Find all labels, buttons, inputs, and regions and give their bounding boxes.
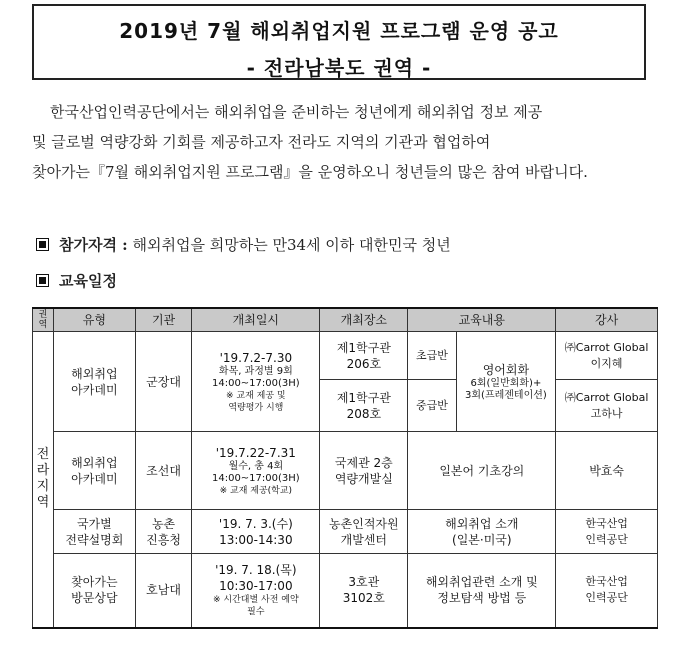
level-cell: 초급반	[408, 332, 456, 380]
eligibility-label: 참가자격 :	[59, 236, 128, 254]
header-content: 교육내용	[408, 308, 556, 332]
lecturer-cell: 한국산업 인력공단	[556, 510, 658, 554]
type-cell: 해외취업 아카데미	[53, 432, 135, 510]
content-cell: 해외취업 소개 (일본·미국)	[408, 510, 556, 554]
intro-line-1: 한국산업인력공단에서는 해외취업을 준비하는 청년에게 해외취업 정보 제공	[50, 103, 543, 121]
table-row	[33, 332, 658, 380]
lecturer-cell: ㈜Carrot Global 이지혜	[556, 332, 658, 380]
date-cell: '19.7.22-7.31 월수, 총 4회 14:00~17:00(3H) ※ 교재 제공(학교)	[192, 432, 320, 510]
type-cell: 찾아가는 방문상담	[53, 554, 135, 628]
level-cell: 중급반	[408, 380, 456, 432]
table-header-row	[33, 308, 658, 332]
header-venue: 개최장소	[320, 308, 408, 332]
header-lecturer: 강사	[556, 308, 658, 332]
lecturer-cell: 박효숙	[556, 432, 658, 510]
schedule-table	[32, 307, 658, 629]
intro-line-2: 및 글로벌 역량강화 기회를 제공하고자 전라도 지역의 기관과 협업하여	[32, 133, 491, 151]
org-cell: 군장대	[135, 332, 192, 432]
date-cell: '19. 7. 18.(목) 10:30-17:00 ※ 시간대별 사전 예약 필수	[192, 554, 320, 628]
schedule-section	[36, 270, 117, 291]
table-row	[33, 432, 658, 510]
header-region: 권역	[33, 308, 54, 332]
header-date: 개최일시	[192, 308, 320, 332]
lecturer-cell: ㈜Carrot Global 고하나	[556, 380, 658, 432]
square-bullet-icon	[36, 274, 49, 287]
region-cell: 전 라 지 역	[33, 332, 54, 628]
content-cell: 해외취업관련 소개 및 정보탐색 방법 등	[408, 554, 556, 628]
square-bullet-icon	[36, 238, 49, 251]
eligibility-section	[36, 234, 451, 255]
eligibility-text: 해외취업을 희망하는 만34세 이하 대한민국 청년	[132, 236, 451, 254]
content-cell: 영어회화 6회(일반회화)+ 3회(프레젠테이션)	[456, 332, 556, 432]
table-row	[33, 554, 658, 628]
page-subtitle: - 전라남북도 권역 -	[246, 56, 432, 80]
org-cell: 조선대	[135, 432, 192, 510]
venue-cell: 농촌인적자원 개발센터	[320, 510, 408, 554]
header-org: 기관	[135, 308, 192, 332]
type-cell: 해외취업 아카데미	[53, 332, 135, 432]
venue-cell: 3호관 3102호	[320, 554, 408, 628]
venue-cell: 제1학구관 208호	[320, 380, 408, 432]
org-cell: 농촌 진흥청	[135, 510, 192, 554]
type-cell: 국가별 전략설명회	[53, 510, 135, 554]
intro-paragraph	[32, 97, 672, 187]
date-cell: '19.7.2-7.30 화목, 과정별 9회 14:00~17:00(3H) ※ 교재 제공 및 역량평가 시행	[192, 332, 320, 432]
header-type: 유형	[53, 308, 135, 332]
lecturer-cell: 한국산업 인력공단	[556, 554, 658, 628]
page-title: 2019년 7월 해외취업지원 프로그램 운영 공고	[119, 19, 559, 43]
venue-cell: 제1학구관 206호	[320, 332, 408, 380]
venue-cell: 국제관 2층 역량개발실	[320, 432, 408, 510]
org-cell: 호남대	[135, 554, 192, 628]
date-cell: '19. 7. 3.(수) 13:00-14:30	[192, 510, 320, 554]
schedule-title: 교육일정	[59, 272, 117, 290]
table-row	[33, 510, 658, 554]
content-cell: 일본어 기초강의	[408, 432, 556, 510]
title-box	[32, 4, 646, 80]
intro-line-3: 찾아가는『7월 해외취업지원 프로그램』을 운영하오니 청년들의 많은 참여 바랍니다.	[32, 163, 588, 181]
